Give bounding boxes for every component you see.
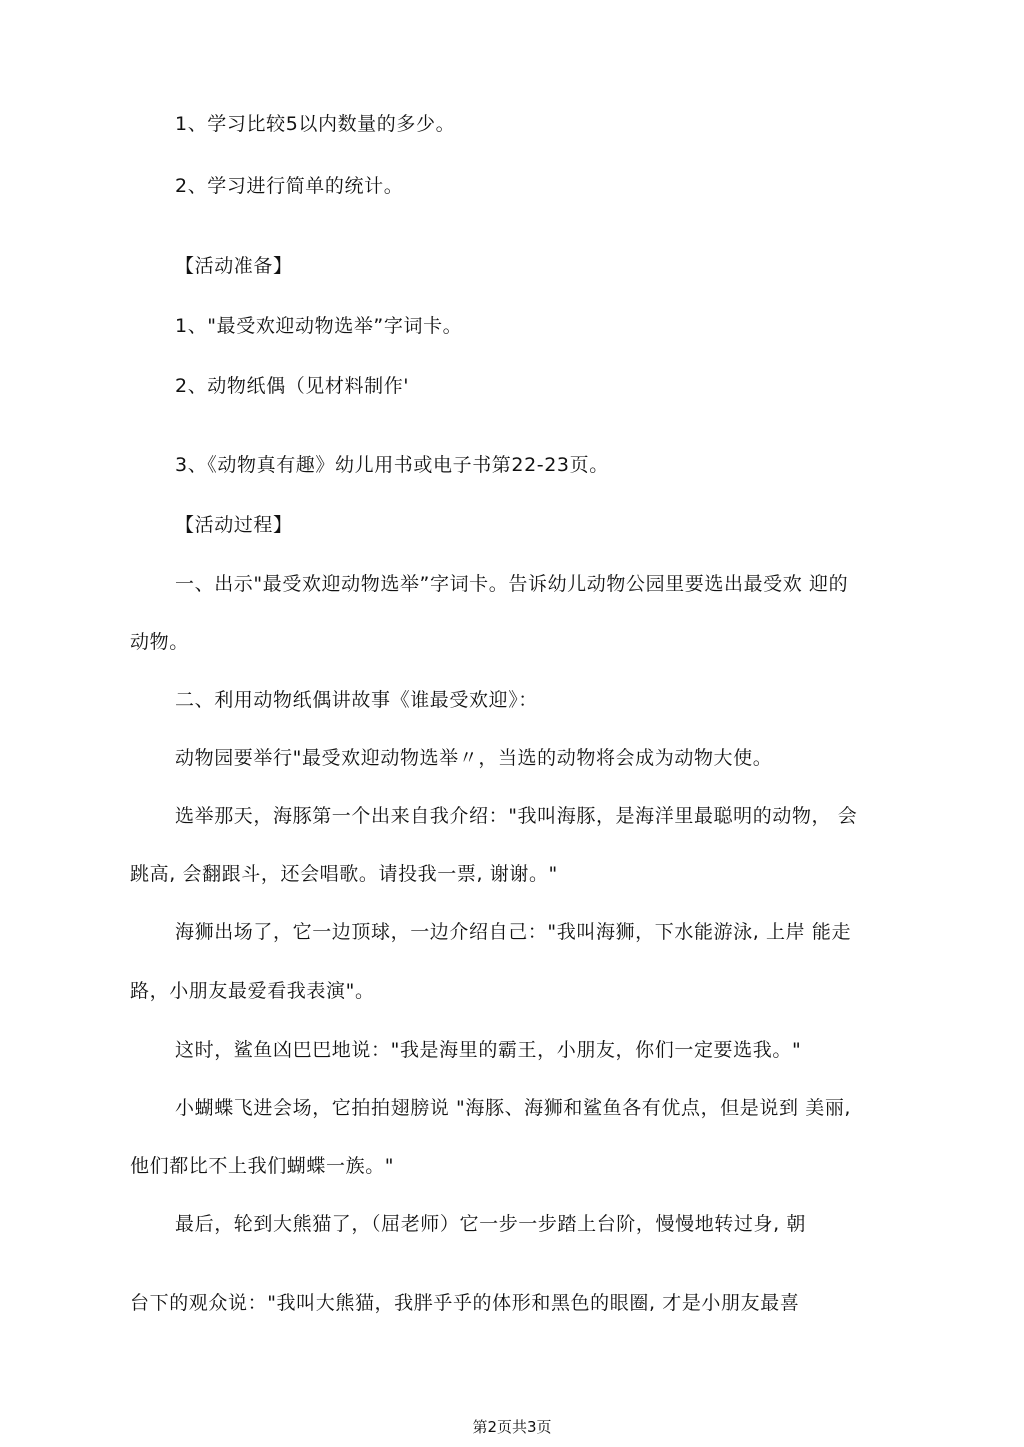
story-paragraph-1: 动物园要举行"最受欢迎动物选举〃，当选的动物将会成为动物大使。 — [175, 747, 773, 769]
goal-item-1: 1、学习比较5以内数量的多少。 — [175, 113, 456, 135]
story-paragraph-5-line-2: 他们都比不上我们蝴蝶一族。" — [130, 1155, 395, 1177]
story-paragraph-6-line-1: 最后，轮到大熊猫了，（屈老师）它一步一步踏上台阶，慢慢地转过身, 朝 — [175, 1213, 806, 1235]
story-paragraph-2-line-1: 选举那天，海豚第一个出来自我介绍："我叫海豚，是海洋里最聪明的动物， 会 — [175, 805, 858, 827]
story-paragraph-3-line-2: 路，小朋友最爱看我表演"。 — [130, 980, 375, 1002]
prep-item-1: 1、"最受欢迎动物选举”字词卡。 — [175, 315, 463, 337]
process-step-1-line-1: 一、出示"最受欢迎动物选举”字词卡。告诉幼儿动物公园里要选出最受欢 迎的 — [175, 573, 849, 595]
process-step-2: 二、利用动物纸偶讲故事《谁最受欢迎》： — [175, 689, 538, 711]
process-step-1-line-2: 动物。 — [130, 631, 189, 653]
story-paragraph-5-line-1: 小蝴蝶飞进会场，它拍拍翅膀说 "海豚、海狮和鲨鱼各有优点，但是说到 美丽, — [175, 1097, 852, 1119]
page-number-footer: 第2页共3页 — [472, 1418, 552, 1436]
prep-item-3: 3、《动物真有趣》幼儿用书或电子书第22-23页。 — [175, 454, 609, 476]
story-paragraph-6-line-2: 台下的观众说："我叫大熊猫，我胖乎乎的体形和黑色的眼圈, 才是小朋友最喜 — [130, 1292, 800, 1314]
prep-item-2: 2、动物纸偶（见材料制作' — [175, 375, 410, 397]
story-paragraph-3-line-1: 海狮出场了，它一边顶球，一边介绍自己："我叫海狮，下水能游泳, 上岸 能走 — [175, 921, 852, 943]
section-heading-preparation: 【活动准备】 — [175, 255, 293, 277]
story-paragraph-2-line-2: 跳高, 会翻跟斗，还会唱歌。请投我一票, 谢谢。" — [130, 863, 558, 885]
goal-item-2: 2、学习进行简单的统计。 — [175, 175, 404, 197]
section-heading-process: 【活动过程】 — [175, 514, 293, 536]
story-paragraph-4: 这时，鲨鱼凶巴巴地说："我是海里的霸王，小朋友，你们一定要选我。" — [175, 1039, 802, 1061]
